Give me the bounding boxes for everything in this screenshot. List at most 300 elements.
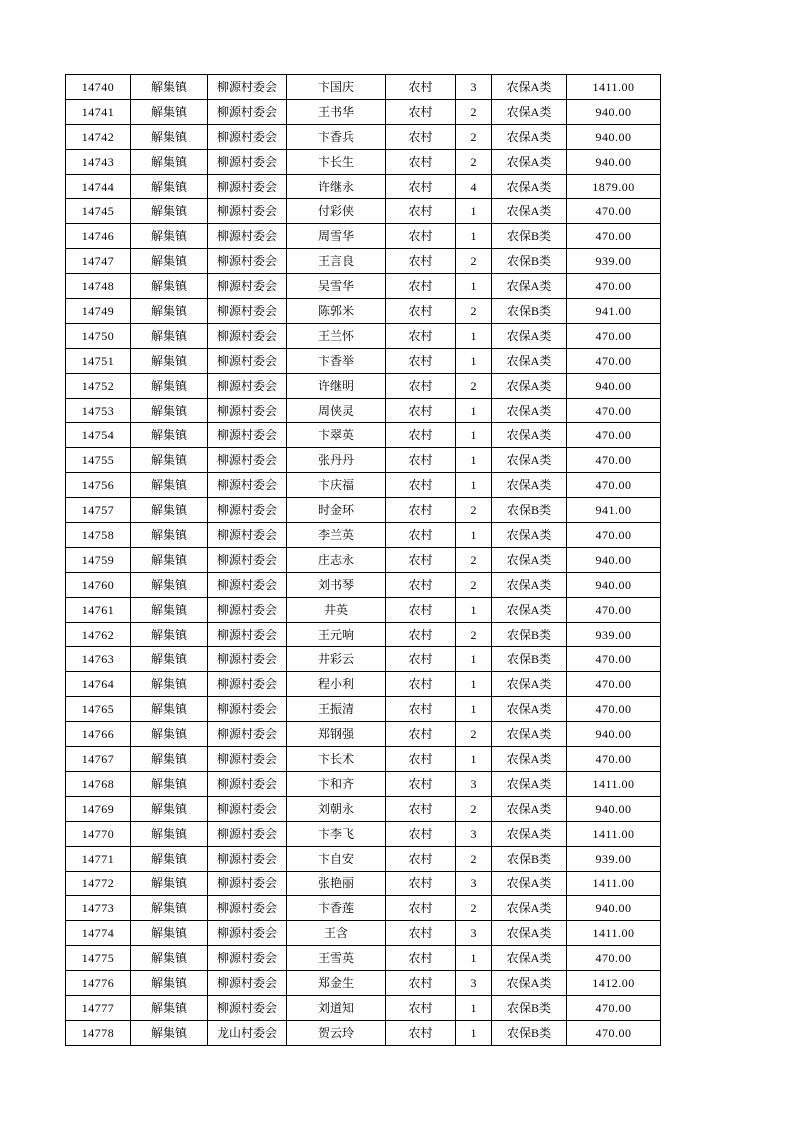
table-cell-amount: 470.00	[567, 647, 661, 672]
table-cell-name: 陈郭米	[287, 299, 386, 324]
table-cell-insurance_category: 农保A类	[492, 448, 567, 473]
table-cell-town: 解集镇	[131, 846, 208, 871]
table-cell-name: 李兰英	[287, 523, 386, 548]
table-row	[66, 373, 661, 398]
table-cell-town: 解集镇	[131, 946, 208, 971]
table-row	[66, 523, 661, 548]
table-cell-id: 14743	[66, 149, 131, 174]
table-cell-village: 柳源村委会	[208, 747, 287, 772]
table-cell-person_count: 1	[456, 274, 492, 299]
table-cell-town: 解集镇	[131, 323, 208, 348]
table-cell-insurance_category: 农保A类	[492, 597, 567, 622]
table-cell-village: 柳源村委会	[208, 871, 287, 896]
table-cell-insurance_category: 农保A类	[492, 149, 567, 174]
table-cell-residence_type: 农村	[386, 547, 456, 572]
table-cell-name: 王振清	[287, 697, 386, 722]
table-cell-name: 王元响	[287, 622, 386, 647]
table-cell-village: 柳源村委会	[208, 796, 287, 821]
table-cell-person_count: 2	[456, 124, 492, 149]
table-cell-residence_type: 农村	[386, 398, 456, 423]
table-cell-name: 郑钢强	[287, 722, 386, 747]
table-cell-amount: 470.00	[567, 473, 661, 498]
table-cell-residence_type: 农村	[386, 597, 456, 622]
table-cell-village: 柳源村委会	[208, 99, 287, 124]
table-cell-id: 14755	[66, 448, 131, 473]
table-cell-residence_type: 农村	[386, 498, 456, 523]
table-cell-village: 柳源村委会	[208, 423, 287, 448]
table-cell-amount: 941.00	[567, 498, 661, 523]
table-row	[66, 971, 661, 996]
table-cell-insurance_category: 农保A类	[492, 722, 567, 747]
table-cell-name: 王兰怀	[287, 323, 386, 348]
table-cell-residence_type: 农村	[386, 846, 456, 871]
table-cell-residence_type: 农村	[386, 971, 456, 996]
table-cell-town: 解集镇	[131, 224, 208, 249]
table-cell-amount: 470.00	[567, 697, 661, 722]
table-cell-name: 卞国庆	[287, 75, 386, 100]
table-cell-residence_type: 农村	[386, 299, 456, 324]
table-cell-person_count: 2	[456, 846, 492, 871]
table-cell-person_count: 2	[456, 896, 492, 921]
table-cell-amount: 1411.00	[567, 75, 661, 100]
table-cell-village: 柳源村委会	[208, 647, 287, 672]
table-cell-town: 解集镇	[131, 299, 208, 324]
table-cell-insurance_category: 农保B类	[492, 224, 567, 249]
table-cell-id: 14753	[66, 398, 131, 423]
table-cell-amount: 470.00	[567, 672, 661, 697]
table-cell-amount: 939.00	[567, 622, 661, 647]
table-cell-name: 王书华	[287, 99, 386, 124]
table-cell-insurance_category: 农保A类	[492, 747, 567, 772]
table-cell-id: 14778	[66, 1020, 131, 1045]
table-row	[66, 473, 661, 498]
table-cell-town: 解集镇	[131, 249, 208, 274]
table-cell-village: 柳源村委会	[208, 448, 287, 473]
table-cell-amount: 939.00	[567, 249, 661, 274]
table-cell-town: 解集镇	[131, 523, 208, 548]
table-cell-town: 解集镇	[131, 572, 208, 597]
table-cell-insurance_category: 农保A类	[492, 348, 567, 373]
table-cell-amount: 940.00	[567, 722, 661, 747]
table-cell-person_count: 2	[456, 373, 492, 398]
table-row	[66, 99, 661, 124]
table-cell-person_count: 3	[456, 75, 492, 100]
table-row	[66, 896, 661, 921]
table-cell-id: 14742	[66, 124, 131, 149]
table-row	[66, 498, 661, 523]
table-cell-insurance_category: 农保A类	[492, 523, 567, 548]
table-cell-town: 解集镇	[131, 921, 208, 946]
table-cell-name: 卞李飞	[287, 821, 386, 846]
table-row	[66, 323, 661, 348]
table-row	[66, 149, 661, 174]
table-cell-amount: 470.00	[567, 448, 661, 473]
records-table	[65, 74, 661, 1046]
table-cell-person_count: 1	[456, 473, 492, 498]
table-cell-amount: 940.00	[567, 124, 661, 149]
table-cell-insurance_category: 农保A类	[492, 697, 567, 722]
table-cell-name: 王言良	[287, 249, 386, 274]
table-cell-id: 14741	[66, 99, 131, 124]
table-cell-residence_type: 农村	[386, 821, 456, 846]
table-cell-village: 柳源村委会	[208, 896, 287, 921]
table-cell-person_count: 3	[456, 871, 492, 896]
table-cell-person_count: 2	[456, 149, 492, 174]
table-cell-insurance_category: 农保A类	[492, 572, 567, 597]
table-cell-village: 柳源村委会	[208, 249, 287, 274]
table-cell-residence_type: 农村	[386, 946, 456, 971]
table-cell-village: 柳源村委会	[208, 771, 287, 796]
table-cell-insurance_category: 农保A类	[492, 921, 567, 946]
table-row	[66, 672, 661, 697]
table-cell-residence_type: 农村	[386, 747, 456, 772]
table-cell-id: 14762	[66, 622, 131, 647]
table-cell-person_count: 2	[456, 722, 492, 747]
table-cell-id: 14763	[66, 647, 131, 672]
table-cell-insurance_category: 农保A类	[492, 423, 567, 448]
table-cell-person_count: 1	[456, 448, 492, 473]
table-cell-person_count: 1	[456, 199, 492, 224]
table-cell-town: 解集镇	[131, 597, 208, 622]
table-cell-amount: 941.00	[567, 299, 661, 324]
table-cell-insurance_category: 农保A类	[492, 75, 567, 100]
table-cell-residence_type: 农村	[386, 672, 456, 697]
table-cell-village: 柳源村委会	[208, 722, 287, 747]
table-cell-town: 解集镇	[131, 423, 208, 448]
table-cell-person_count: 1	[456, 946, 492, 971]
table-cell-residence_type: 农村	[386, 647, 456, 672]
table-cell-village: 柳源村委会	[208, 523, 287, 548]
table-cell-amount: 470.00	[567, 323, 661, 348]
table-row	[66, 274, 661, 299]
table-cell-id: 14754	[66, 423, 131, 448]
table-row	[66, 871, 661, 896]
table-cell-person_count: 2	[456, 99, 492, 124]
table-cell-name: 庄志永	[287, 547, 386, 572]
table-cell-name: 程小利	[287, 672, 386, 697]
table-cell-person_count: 1	[456, 672, 492, 697]
table-cell-town: 解集镇	[131, 821, 208, 846]
table-cell-name: 卞翠英	[287, 423, 386, 448]
table-cell-amount: 470.00	[567, 747, 661, 772]
table-cell-amount: 940.00	[567, 896, 661, 921]
table-cell-town: 解集镇	[131, 547, 208, 572]
table-cell-id: 14760	[66, 572, 131, 597]
table-cell-name: 付彩侠	[287, 199, 386, 224]
table-cell-name: 王雪英	[287, 946, 386, 971]
table-cell-id: 14746	[66, 224, 131, 249]
table-cell-name: 井彩云	[287, 647, 386, 672]
table-cell-person_count: 3	[456, 971, 492, 996]
table-cell-person_count: 1	[456, 697, 492, 722]
table-cell-insurance_category: 农保A类	[492, 896, 567, 921]
table-cell-id: 14750	[66, 323, 131, 348]
table-cell-village: 柳源村委会	[208, 921, 287, 946]
table-cell-town: 解集镇	[131, 672, 208, 697]
table-cell-name: 刘道知	[287, 995, 386, 1020]
table-cell-insurance_category: 农保B类	[492, 498, 567, 523]
table-cell-insurance_category: 农保B类	[492, 647, 567, 672]
table-cell-village: 柳源村委会	[208, 199, 287, 224]
table-cell-insurance_category: 农保B类	[492, 299, 567, 324]
table-cell-id: 14756	[66, 473, 131, 498]
table-cell-insurance_category: 农保A类	[492, 971, 567, 996]
table-cell-amount: 470.00	[567, 274, 661, 299]
table-cell-residence_type: 农村	[386, 174, 456, 199]
table-cell-amount: 940.00	[567, 796, 661, 821]
table-cell-amount: 1879.00	[567, 174, 661, 199]
table-cell-id: 14758	[66, 523, 131, 548]
table-cell-name: 许继永	[287, 174, 386, 199]
table-row	[66, 224, 661, 249]
table-cell-name: 刘朝永	[287, 796, 386, 821]
table-row	[66, 796, 661, 821]
table-cell-amount: 470.00	[567, 224, 661, 249]
table-cell-town: 解集镇	[131, 697, 208, 722]
table-cell-village: 柳源村委会	[208, 572, 287, 597]
table-cell-id: 14749	[66, 299, 131, 324]
table-cell-insurance_category: 农保A类	[492, 323, 567, 348]
table-cell-id: 14776	[66, 971, 131, 996]
table-cell-amount: 1411.00	[567, 821, 661, 846]
table-cell-residence_type: 农村	[386, 871, 456, 896]
table-cell-name: 张艳丽	[287, 871, 386, 896]
table-cell-name: 卞自安	[287, 846, 386, 871]
table-row	[66, 946, 661, 971]
table-cell-village: 柳源村委会	[208, 274, 287, 299]
table-cell-town: 解集镇	[131, 398, 208, 423]
table-cell-town: 解集镇	[131, 149, 208, 174]
table-cell-residence_type: 农村	[386, 473, 456, 498]
table-cell-amount: 940.00	[567, 149, 661, 174]
table-cell-town: 解集镇	[131, 647, 208, 672]
table-cell-amount: 470.00	[567, 348, 661, 373]
table-row	[66, 597, 661, 622]
table-cell-town: 解集镇	[131, 498, 208, 523]
table-cell-person_count: 1	[456, 995, 492, 1020]
table-cell-town: 解集镇	[131, 796, 208, 821]
table-cell-person_count: 2	[456, 498, 492, 523]
table-cell-name: 王含	[287, 921, 386, 946]
table-row	[66, 995, 661, 1020]
table-cell-town: 解集镇	[131, 75, 208, 100]
table-cell-residence_type: 农村	[386, 448, 456, 473]
table-row	[66, 771, 661, 796]
table-row	[66, 647, 661, 672]
table-cell-insurance_category: 农保B类	[492, 249, 567, 274]
table-cell-name: 卞和齐	[287, 771, 386, 796]
table-cell-village: 柳源村委会	[208, 299, 287, 324]
table-cell-person_count: 2	[456, 547, 492, 572]
table-cell-person_count: 2	[456, 249, 492, 274]
table-cell-amount: 939.00	[567, 846, 661, 871]
table-cell-name: 卞香兵	[287, 124, 386, 149]
table-cell-residence_type: 农村	[386, 249, 456, 274]
table-cell-village: 柳源村委会	[208, 174, 287, 199]
table-cell-residence_type: 农村	[386, 622, 456, 647]
table-row	[66, 174, 661, 199]
table-cell-id: 14740	[66, 75, 131, 100]
table-cell-person_count: 1	[456, 597, 492, 622]
table-row	[66, 299, 661, 324]
table-cell-name: 贺云玲	[287, 1020, 386, 1045]
table-cell-person_count: 3	[456, 921, 492, 946]
table-cell-amount: 470.00	[567, 398, 661, 423]
table-cell-person_count: 2	[456, 622, 492, 647]
table-cell-village: 柳源村委会	[208, 697, 287, 722]
table-cell-person_count: 1	[456, 747, 492, 772]
table-cell-person_count: 1	[456, 323, 492, 348]
table-cell-residence_type: 农村	[386, 1020, 456, 1045]
table-cell-village: 柳源村委会	[208, 946, 287, 971]
table-cell-town: 解集镇	[131, 971, 208, 996]
table-cell-id: 14761	[66, 597, 131, 622]
table-cell-id: 14744	[66, 174, 131, 199]
table-cell-id: 14745	[66, 199, 131, 224]
table-cell-town: 解集镇	[131, 199, 208, 224]
table-cell-person_count: 1	[456, 1020, 492, 1045]
table-cell-amount: 470.00	[567, 199, 661, 224]
table-cell-town: 解集镇	[131, 99, 208, 124]
table-cell-residence_type: 农村	[386, 722, 456, 747]
table-row	[66, 249, 661, 274]
table-cell-town: 解集镇	[131, 622, 208, 647]
table-cell-amount: 940.00	[567, 373, 661, 398]
table-row	[66, 199, 661, 224]
table-cell-town: 解集镇	[131, 1020, 208, 1045]
table-cell-person_count: 3	[456, 821, 492, 846]
table-cell-residence_type: 农村	[386, 199, 456, 224]
table-cell-person_count: 1	[456, 423, 492, 448]
table-cell-village: 柳源村委会	[208, 224, 287, 249]
table-cell-town: 解集镇	[131, 174, 208, 199]
table-cell-amount: 1411.00	[567, 771, 661, 796]
table-cell-residence_type: 农村	[386, 896, 456, 921]
table-cell-village: 柳源村委会	[208, 547, 287, 572]
table-cell-village: 柳源村委会	[208, 373, 287, 398]
table-cell-id: 14748	[66, 274, 131, 299]
table-cell-village: 柳源村委会	[208, 75, 287, 100]
table-cell-insurance_category: 农保A类	[492, 547, 567, 572]
table-row	[66, 821, 661, 846]
table-cell-insurance_category: 农保A类	[492, 946, 567, 971]
table-body	[66, 75, 661, 1046]
table-cell-village: 柳源村委会	[208, 348, 287, 373]
table-cell-insurance_category: 农保B类	[492, 995, 567, 1020]
table-cell-person_count: 1	[456, 398, 492, 423]
table-cell-town: 解集镇	[131, 473, 208, 498]
table-cell-village: 龙山村委会	[208, 1020, 287, 1045]
table-cell-residence_type: 农村	[386, 323, 456, 348]
table-cell-person_count: 2	[456, 299, 492, 324]
table-cell-name: 卞香莲	[287, 896, 386, 921]
table-cell-residence_type: 农村	[386, 921, 456, 946]
table-cell-village: 柳源村委会	[208, 995, 287, 1020]
table-cell-id: 14768	[66, 771, 131, 796]
table-cell-residence_type: 农村	[386, 995, 456, 1020]
table-cell-village: 柳源村委会	[208, 672, 287, 697]
table-cell-amount: 470.00	[567, 597, 661, 622]
table-cell-residence_type: 农村	[386, 124, 456, 149]
table-cell-name: 时金环	[287, 498, 386, 523]
table-cell-name: 许继明	[287, 373, 386, 398]
table-cell-insurance_category: 农保A类	[492, 174, 567, 199]
table-cell-person_count: 2	[456, 572, 492, 597]
table-cell-id: 14751	[66, 348, 131, 373]
table-cell-id: 14766	[66, 722, 131, 747]
table-cell-insurance_category: 农保A类	[492, 373, 567, 398]
table-cell-amount: 470.00	[567, 946, 661, 971]
table-cell-name: 周雪华	[287, 224, 386, 249]
table-cell-amount: 470.00	[567, 523, 661, 548]
table-cell-village: 柳源村委会	[208, 124, 287, 149]
table-cell-insurance_category: 农保A类	[492, 199, 567, 224]
table-cell-insurance_category: 农保A类	[492, 871, 567, 896]
table-cell-town: 解集镇	[131, 274, 208, 299]
table-cell-amount: 940.00	[567, 572, 661, 597]
table-cell-id: 14771	[66, 846, 131, 871]
table-cell-village: 柳源村委会	[208, 498, 287, 523]
table-cell-id: 14772	[66, 871, 131, 896]
table-cell-id: 14764	[66, 672, 131, 697]
table-cell-town: 解集镇	[131, 896, 208, 921]
table-cell-id: 14773	[66, 896, 131, 921]
table-cell-person_count: 2	[456, 796, 492, 821]
table-cell-residence_type: 农村	[386, 796, 456, 821]
table-cell-town: 解集镇	[131, 373, 208, 398]
table-cell-town: 解集镇	[131, 995, 208, 1020]
table-cell-town: 解集镇	[131, 124, 208, 149]
table-row	[66, 423, 661, 448]
table-row	[66, 697, 661, 722]
table-cell-amount: 1411.00	[567, 871, 661, 896]
table-cell-insurance_category: 农保A类	[492, 672, 567, 697]
table-cell-amount: 470.00	[567, 995, 661, 1020]
table-cell-town: 解集镇	[131, 871, 208, 896]
table-cell-amount: 940.00	[567, 99, 661, 124]
table-cell-name: 卞香举	[287, 348, 386, 373]
table-cell-village: 柳源村委会	[208, 323, 287, 348]
table-cell-name: 吴雪华	[287, 274, 386, 299]
table-row	[66, 921, 661, 946]
table-cell-residence_type: 农村	[386, 423, 456, 448]
table-cell-name: 卞长术	[287, 747, 386, 772]
table-cell-amount: 1412.00	[567, 971, 661, 996]
table-cell-village: 柳源村委会	[208, 398, 287, 423]
table-row	[66, 398, 661, 423]
table-cell-residence_type: 农村	[386, 99, 456, 124]
table-cell-amount: 1411.00	[567, 921, 661, 946]
table-cell-village: 柳源村委会	[208, 597, 287, 622]
table-cell-residence_type: 农村	[386, 75, 456, 100]
table-cell-insurance_category: 农保A类	[492, 124, 567, 149]
table-cell-residence_type: 农村	[386, 373, 456, 398]
table-cell-person_count: 1	[456, 647, 492, 672]
table-cell-residence_type: 农村	[386, 523, 456, 548]
table-cell-village: 柳源村委会	[208, 149, 287, 174]
table-row	[66, 622, 661, 647]
table-cell-residence_type: 农村	[386, 149, 456, 174]
table-cell-insurance_category: 农保A类	[492, 398, 567, 423]
table-cell-insurance_category: 农保A类	[492, 771, 567, 796]
table-cell-insurance_category: 农保A类	[492, 821, 567, 846]
table-cell-insurance_category: 农保A类	[492, 796, 567, 821]
table-cell-name: 刘书琴	[287, 572, 386, 597]
table-row	[66, 1020, 661, 1045]
table-cell-id: 14774	[66, 921, 131, 946]
table-cell-id: 14769	[66, 796, 131, 821]
table-cell-amount: 470.00	[567, 423, 661, 448]
